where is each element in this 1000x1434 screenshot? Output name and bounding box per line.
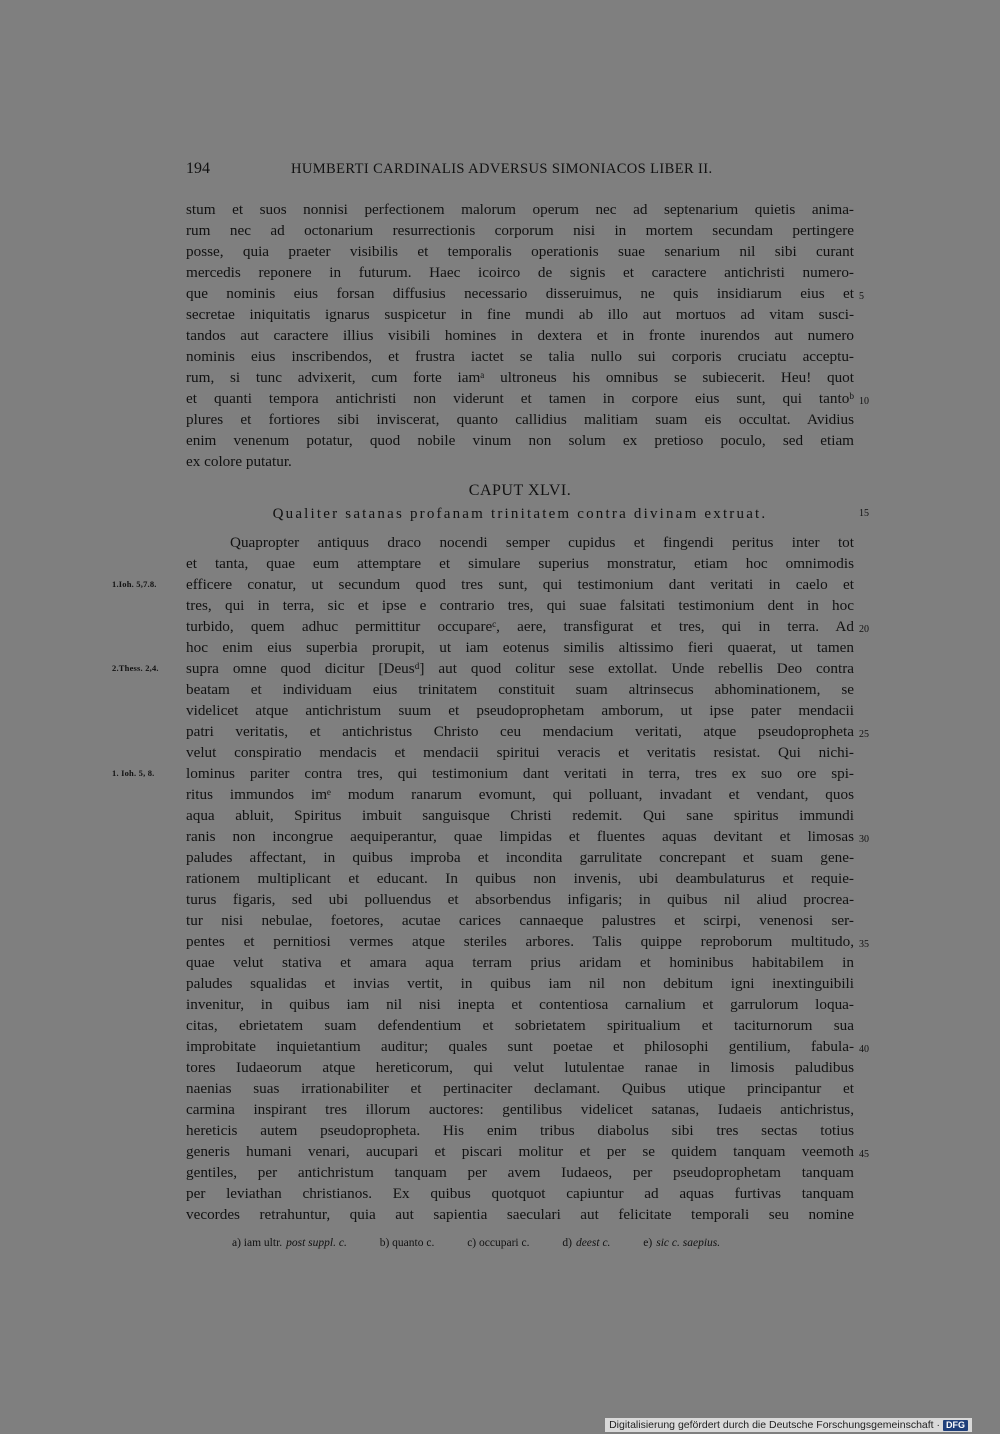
text-line: ritus immundos imᵉ modum ranarum evomunt, qui polluant, invadant et vendant, quos xyxy=(186,786,854,803)
text-line: supra omne quod dicitur [Deusᵈ] aut quod colitur sese extollat. Unde rebellis Deo contra xyxy=(186,660,854,677)
text-line: per leviathan christianos. Ex quibus quotquot capiuntur ad aquas furtivas tanquam xyxy=(186,1185,854,1202)
text-line: secretae iniquitatis ignarus suspicetur in fine mundi ab illo aut mortuos ad vitam susci- xyxy=(186,306,854,323)
footnote-d: d) deest c. xyxy=(562,1237,611,1249)
text-line: hoc enim eius superbia prorupit, ut iam eotenus similis altissimo fieri quaerat, ut tamen xyxy=(186,639,854,656)
text-line: lominus pariter contra tres, qui testimonium dant veritati in terra, tres ex suo ore spi- xyxy=(186,765,854,782)
text-line: invenitur, in quibus iam nil nisi inepta et contentiosa carnalium et garrulorum loqua- xyxy=(186,996,854,1013)
line-number: 5 xyxy=(859,291,864,302)
footnote-a: a) iam ultr. post suppl. c. xyxy=(232,1237,347,1249)
text-line: hereticis autem pseudopropheta. His enim tribus diabolus sibi tres sectas totius xyxy=(186,1122,854,1139)
text-line: generis humani venari, aucupari et piscari molitur et per se quidem tanquam veemoth xyxy=(186,1143,854,1160)
text-line: tandos aut caractere illius visibili homines in dextera et in fronte inurendos aut numero xyxy=(186,327,854,344)
text-line: enim venenum potatur, quod nobile vinum non solum ex pretioso poculo, sed etiam xyxy=(186,432,854,449)
line-number: 15 xyxy=(859,508,869,519)
chapter-title: CAPUT XLVI. xyxy=(468,482,572,499)
text-line: tres, qui in terra, sic et ipse e contrario tres, qui suae falsitati testimonium dent in hoc xyxy=(186,597,854,614)
footnotes xyxy=(232,1237,872,1257)
margin-reference: 2.Thess. 2,4. xyxy=(112,663,159,673)
footnote-c: c) occupari c. xyxy=(467,1237,530,1249)
text-line: et tanta, quae eum attemptare et simulare superius monstratur, etiam hoc omnimodis xyxy=(186,555,854,572)
text-line: paludes squalidas et invias vertit, in quibus iam nil non debitum igni inextinguibili xyxy=(186,975,854,992)
text-line: turus figaris, sed ubi polluendus et absorbendus infigaris; in quibus nil aliud procrea- xyxy=(186,891,854,908)
chapter-subtitle: Qualiter satanas profanam trinitatem contra divinam extruat. xyxy=(272,506,768,522)
line-number: 10 xyxy=(859,396,869,407)
text-line: rum nec ad octonarium resurrectionis corporum nisi in mortem secundam pertingere xyxy=(186,222,854,239)
text-line: aqua abluit, Spiritus imbuit sanguisque Christi redemit. Qui sane spiritus immundi xyxy=(186,807,854,824)
credit-text: Digitalisierung gefördert durch die Deutsche Forschungsgemeinschaft · xyxy=(609,1419,940,1431)
text-line: quae velut stativa et amara aqua terram prius aridam et hominibus habitabilem in xyxy=(186,954,854,971)
margin-reference: 1. Ioh. 5, 8. xyxy=(112,768,155,778)
text-line: et quanti tempora antichristi non viderunt et tamen in corpore eius sunt, qui tantoᵇ xyxy=(186,390,854,407)
text-line: citas, ebrietatem suam defendentium et sobrietatem spiritualium et taciturnorum sua xyxy=(186,1017,854,1034)
text-line: patri veritatis, et antichristus Christo ceu mendacium veritati, atque pseudopropheta xyxy=(186,723,854,740)
text-line: rationem multiplicant et educant. In quibus non invenis, ubi deambulaturus et requie- xyxy=(186,870,854,887)
digitization-credit[interactable] xyxy=(605,1418,972,1432)
text-line: nominis eius inscribendos, et frustra iactet se talia nullo sui corporis cruciatu acceptu- xyxy=(186,348,854,365)
page-number: 194 xyxy=(186,160,210,177)
margin-reference: 1.Ioh. 5,7.8. xyxy=(112,579,157,589)
text-line: stum et suos nonnisi perfectionem malorum operum nec ad septenarium quietis anima- xyxy=(186,201,854,218)
line-number: 30 xyxy=(859,834,869,845)
text-line: tur nisi nebulae, foetores, acutae carices cannaeque palustres et scirpi, venenosi ser- xyxy=(186,912,854,929)
text-line: paludes affectant, in quibus improba et incondita garrulitate concrepant et suam gene- xyxy=(186,849,854,866)
line-number: 20 xyxy=(859,624,869,635)
running-title: HUMBERTI CARDINALIS ADVERSUS SIMONIACOS LIBER II. xyxy=(291,161,713,177)
text-line: Quapropter antiquus draco nocendi semper cupidus et fingendi peritus inter tot xyxy=(230,534,854,551)
line-number: 25 xyxy=(859,729,869,740)
text-line: vecordes retrahuntur, quia aut sapientia saeculari aut felicitate temporali seu nomine xyxy=(186,1206,854,1223)
text-line: tores Iudaeorum atque hereticorum, qui velut lutulentae ranae in limosis paludibus xyxy=(186,1059,854,1076)
text-line: plures et fortiores sibi inviscerat, quanto callidius malitiam suam eis occultat. Avidius xyxy=(186,411,854,428)
line-number: 35 xyxy=(859,939,869,950)
text-line: improbitate inquietantium auditur; quales sunt poetae et philosophi gentilium, fabula- xyxy=(186,1038,854,1055)
line-number: 45 xyxy=(859,1149,869,1160)
text-line: velut conspiratio mendacis et mendacii spiritui veracis et veritatis resistat. Qui nichi- xyxy=(186,744,854,761)
text-line: beatam et individuam eius trinitatem constituit suam altrinsecus abhominationem, se xyxy=(186,681,854,698)
text-line: videlicet atque antichristum suum et pseudoprophetam amborum, ut ipse pater mendacii xyxy=(186,702,854,719)
footnote-e: e) sic c. saepius. xyxy=(643,1237,721,1249)
dfg-logo-icon: DFG xyxy=(943,1420,968,1431)
line-number: 40 xyxy=(859,1044,869,1055)
text-line: turbido, quem adhuc permittitur occupareᶜ, aere, transfigurat et tres, qui in terra. Ad xyxy=(186,618,854,635)
text-line: mercedis reponere in futurum. Haec icoirco de signis et caractere antichristi numero- xyxy=(186,264,854,281)
text-line: ex colore putatur. xyxy=(186,453,292,470)
text-line: pentes et pernitiosi vermes atque steriles arbores. Talis quippe reproborum multitudo, xyxy=(186,933,854,950)
running-head xyxy=(186,160,856,182)
text-line: efficere conatur, ut secundum quod tres sunt, qui testimonium dant veritati in caelo et xyxy=(186,576,854,593)
text-line: posse, quia praeter visibilis et temporalis operationis suae senarium nil sibi curant xyxy=(186,243,854,260)
footnote-b: b) quanto c. xyxy=(379,1237,435,1249)
text-line: carmina inspirant tres illorum auctores: gentilibus videlicet satanas, Iudaeis antichristus, xyxy=(186,1101,854,1118)
text-line: gentiles, per antichristum tanquam per avem Iudaeos, per pseudoprophetam tanquam xyxy=(186,1164,854,1181)
text-line: rum, si tunc advixerit, cum forte iamᵃ ultroneus his omnibus se subiecerit. Heu! quot xyxy=(186,369,854,386)
text-line: que nominis eius forsan diffusius necessario disseruimus, ne quis insidiarum eius et xyxy=(186,285,854,302)
text-line: naenias suas irrationabiliter et pertinaciter declamant. Quibus utique principantur et xyxy=(186,1080,854,1097)
text-line: ranis non incongrue aequiperantur, quae limpidas et fluentes aquas devitant et limosas xyxy=(186,828,854,845)
